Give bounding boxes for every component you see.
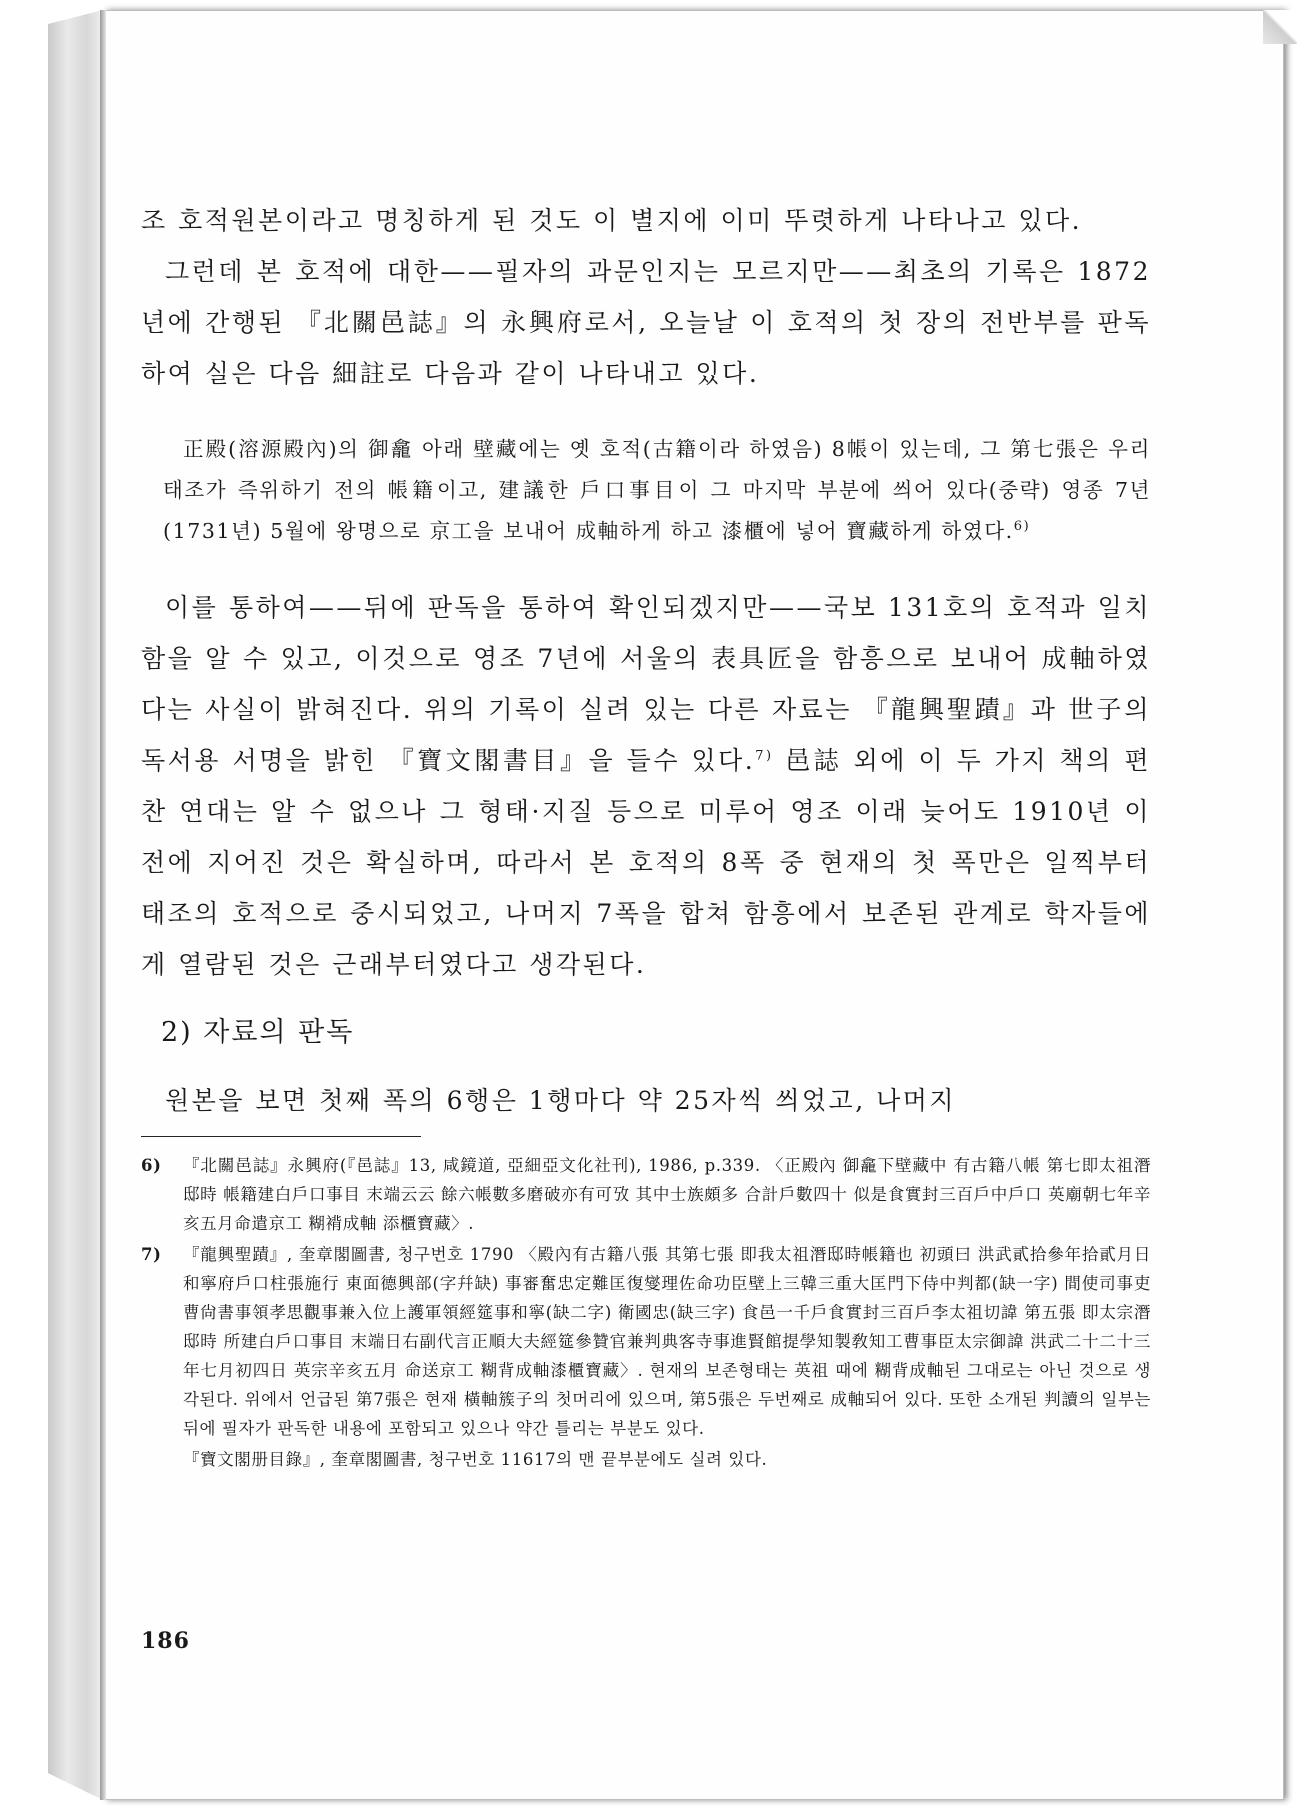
body-paragraph-3-part-b: 邑誌 외에 이 두 가지 책의 편찬 연대는 알 수 없으나 그 형태·지질 등으로 미루어 영조 이래 늦어도 1910년 이전에 지어진 것은 확실하며, 따라서 본 호적의 8폭 중 현재의 첫 폭만은 일찍부터 태조의 호적으로 중시되었고, 나머지 7폭을 합쳐 함흥에서 보존된 관계로 학자들에게 열람된 것은 근래부터였다고 생각된다. bbox=[141, 746, 1151, 979]
book-spine-edge bbox=[48, 10, 103, 1800]
body-paragraph-4: 원본을 보면 첫째 폭의 6행은 1행마다 약 25자씩 씌었고, 나머지 bbox=[165, 1086, 957, 1115]
body-paragraph-3-part-a: 이를 통하여——뒤에 판독을 통하여 확인되겠지만——국보 131호의 호적과 일치함을 알 수 있고, 이것으로 영조 7년에 서울의 表具匠을 함흥으로 보내어 成軸하였다는 사실이 밝혀진다. 위의 기록이 실려 있는 다른 자료는 『龍興聖蹟』과 世子의 독서용 서명을 밝힌 『寶文閣書目』을 들수 있다. bbox=[141, 593, 1151, 775]
page-body bbox=[141, 195, 1151, 1474]
footnote-number: 6) bbox=[141, 1156, 162, 1175]
footnote-ref-7: 7) bbox=[755, 748, 774, 764]
footnote-divider bbox=[141, 1136, 421, 1137]
footnote-7-continuation: 『寶文閣册目錄』, 奎章閣圖書, 청구번호 11617의 맨 끝부분에도 실려 있다. bbox=[183, 1450, 768, 1469]
block-quotation bbox=[163, 429, 1151, 552]
body-paragraph-2: 그런데 본 호적에 대한——필자의 과문인지는 모르지만——최초의 기록은 1872년에 간행된 『北關邑誌』의 永興府로서, 오늘날 이 호적의 첫 장의 전반부를 판독하여 실은 다음 細註로 다음과 같이 나타내고 있다. bbox=[141, 257, 1151, 388]
section-heading: 2) 자료의 판독 bbox=[161, 1017, 355, 1048]
footnote-text: 『北關邑誌』永興府(『邑誌』13, 咸鏡道, 亞細亞文化社刊), 1986, p.339. 〈正殿內 御龕下壁藏中 有古籍八帳 第七即太祖潛邸時 帳籍建白戶口事目 末端云云 餘六帳數多磨破亦有可攷 其中士族頗多 合計戶數四十 似是食實封三百戶中戶口 英廟朝七年辛亥五月命遣京工 糊褙成軸 添櫃寶藏〉. bbox=[183, 1156, 1151, 1233]
footnote-6 bbox=[141, 1151, 1151, 1238]
body-paragraph-1: 조 호적원본이라고 명칭하게 된 것도 이 별지에 이미 뚜렷하게 나타나고 있다. bbox=[141, 206, 1083, 235]
quotation-text: 正殿(溶源殿內)의 御龕 아래 壁藏에는 옛 호적(古籍이라 하였음) 8帳이 있는데, 그 第七張은 우리 태조가 즉위하기 전의 帳籍이고, 建議한 戶口事目이 그 마지막 부분에 씌어 있다(중략) 영종 7년(1731년) 5월에 왕명으로 京工을 보내어 成軸하게 하고 漆櫃에 넣어 寶藏하게 하였다. bbox=[163, 437, 1151, 543]
footnote-7 bbox=[141, 1240, 1151, 1443]
footnote-text: 『龍興聖蹟』, 奎章閣圖書, 청구번호 1790 〈殿內有古籍八張 其第七張 即我太祖潛邸時帳籍也 初頭曰 洪武貳拾參年拾貳月日 和寧府戶口柱張施行 東面德興部(字幷缺) 事審奮忠定難匡復燮理佐命功臣壁上三韓三重大匡門下侍中判都(缺一字) 間使司事吏曹尙書事領孝思觀事兼入位上護軍領經筵事和寧(缺二字) 衛國忠(缺三字) 食邑一千戶食實封三百戶李太祖切諱 第五張 即太宗潛邸時 所建白戶口事目 末端日右副代言正順大夫經筵參贊官兼判典客寺事進賢館提學知製敎知工曹事臣太宗御諱 洪武二十二十三年七月初四日 英宗辛亥五月 命送京工 糊背成軸漆櫃寶藏〉. 현재의 보존형태는 英祖 때에 糊背成軸된 그대로는 아닌 것으로 생각된다. 위에서 언급된 第7張은 현재 橫軸簇子의 첫머리에 있으며, 第5張은 두번째로 成軸되어 있다. 또한 소개된 判讀의 일부는 뒤에 필자가 판독한 내용에 포함되고 있으나 약간 틀리는 부분도 있다. bbox=[183, 1245, 1151, 1438]
page-gutter-shadow bbox=[100, 10, 106, 1800]
footnote-number: 7) bbox=[141, 1245, 162, 1264]
footnote-list bbox=[141, 1151, 1151, 1443]
body-paragraph-3 bbox=[141, 582, 1151, 990]
page-curl-corner bbox=[1263, 10, 1297, 44]
footnote-ref-6: 6) bbox=[1013, 519, 1031, 535]
page-number: 186 bbox=[141, 1628, 190, 1654]
